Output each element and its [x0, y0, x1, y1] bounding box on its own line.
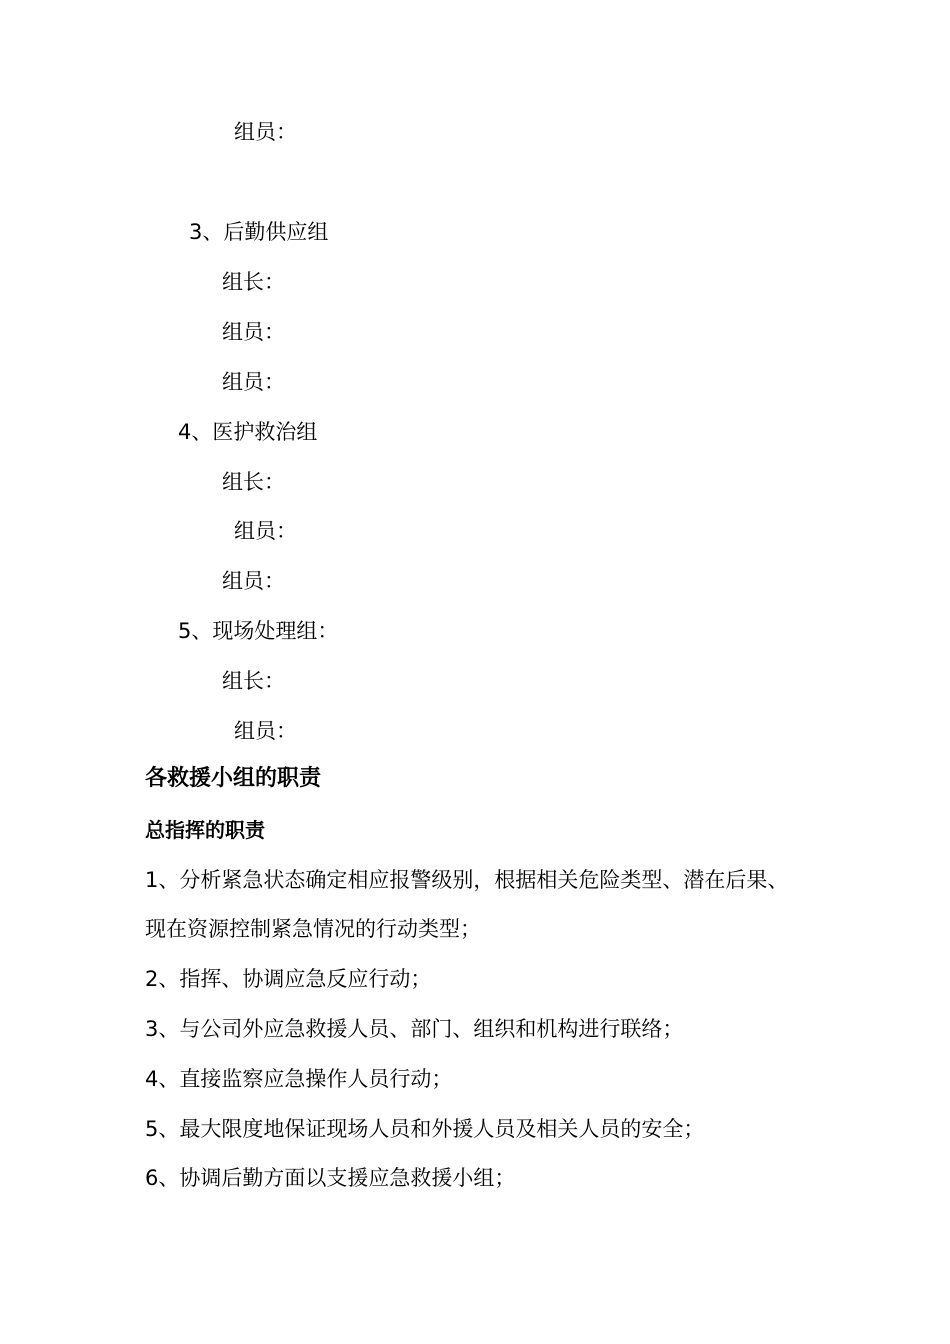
member-label: 组员： — [222, 370, 285, 394]
duty-item-continuation: 现在资源控制紧急情况的行动类型； — [145, 917, 481, 941]
duty-item: 4、直接监察应急操作人员行动； — [145, 1067, 453, 1091]
leader-label: 组长： — [222, 669, 285, 693]
leader-label: 组长： — [222, 470, 285, 494]
member-label: 组员： — [234, 519, 297, 543]
duty-item: 3、与公司外应急救援人员、部门、组织和机构进行联络； — [145, 1017, 684, 1041]
member-label: 组员： — [222, 320, 285, 344]
group-5-heading: 5、现场处理组： — [178, 619, 339, 643]
duty-item: 1、分析紧急状态确定相应报警级别，根据相关危险类型、潜在后果、 — [145, 868, 789, 892]
subsection-heading: 总指挥的职责 — [145, 818, 265, 842]
section-heading: 各救援小组的职责 — [145, 766, 322, 791]
duty-item: 6、协调后勤方面以支援应急救援小组； — [145, 1166, 516, 1190]
member-label: 组员： — [234, 719, 297, 743]
group-4-heading: 4、医护救治组 — [178, 420, 318, 444]
group-3-heading: 3、后勤供应组 — [189, 220, 329, 244]
leader-label: 组长： — [222, 270, 285, 294]
member-label: 组员： — [222, 569, 285, 593]
duty-item: 5、最大限度地保证现场人员和外援人员及相关人员的安全； — [145, 1117, 705, 1141]
duty-item: 2、指挥、协调应急反应行动； — [145, 967, 432, 991]
member-label: 组员： — [234, 120, 297, 144]
